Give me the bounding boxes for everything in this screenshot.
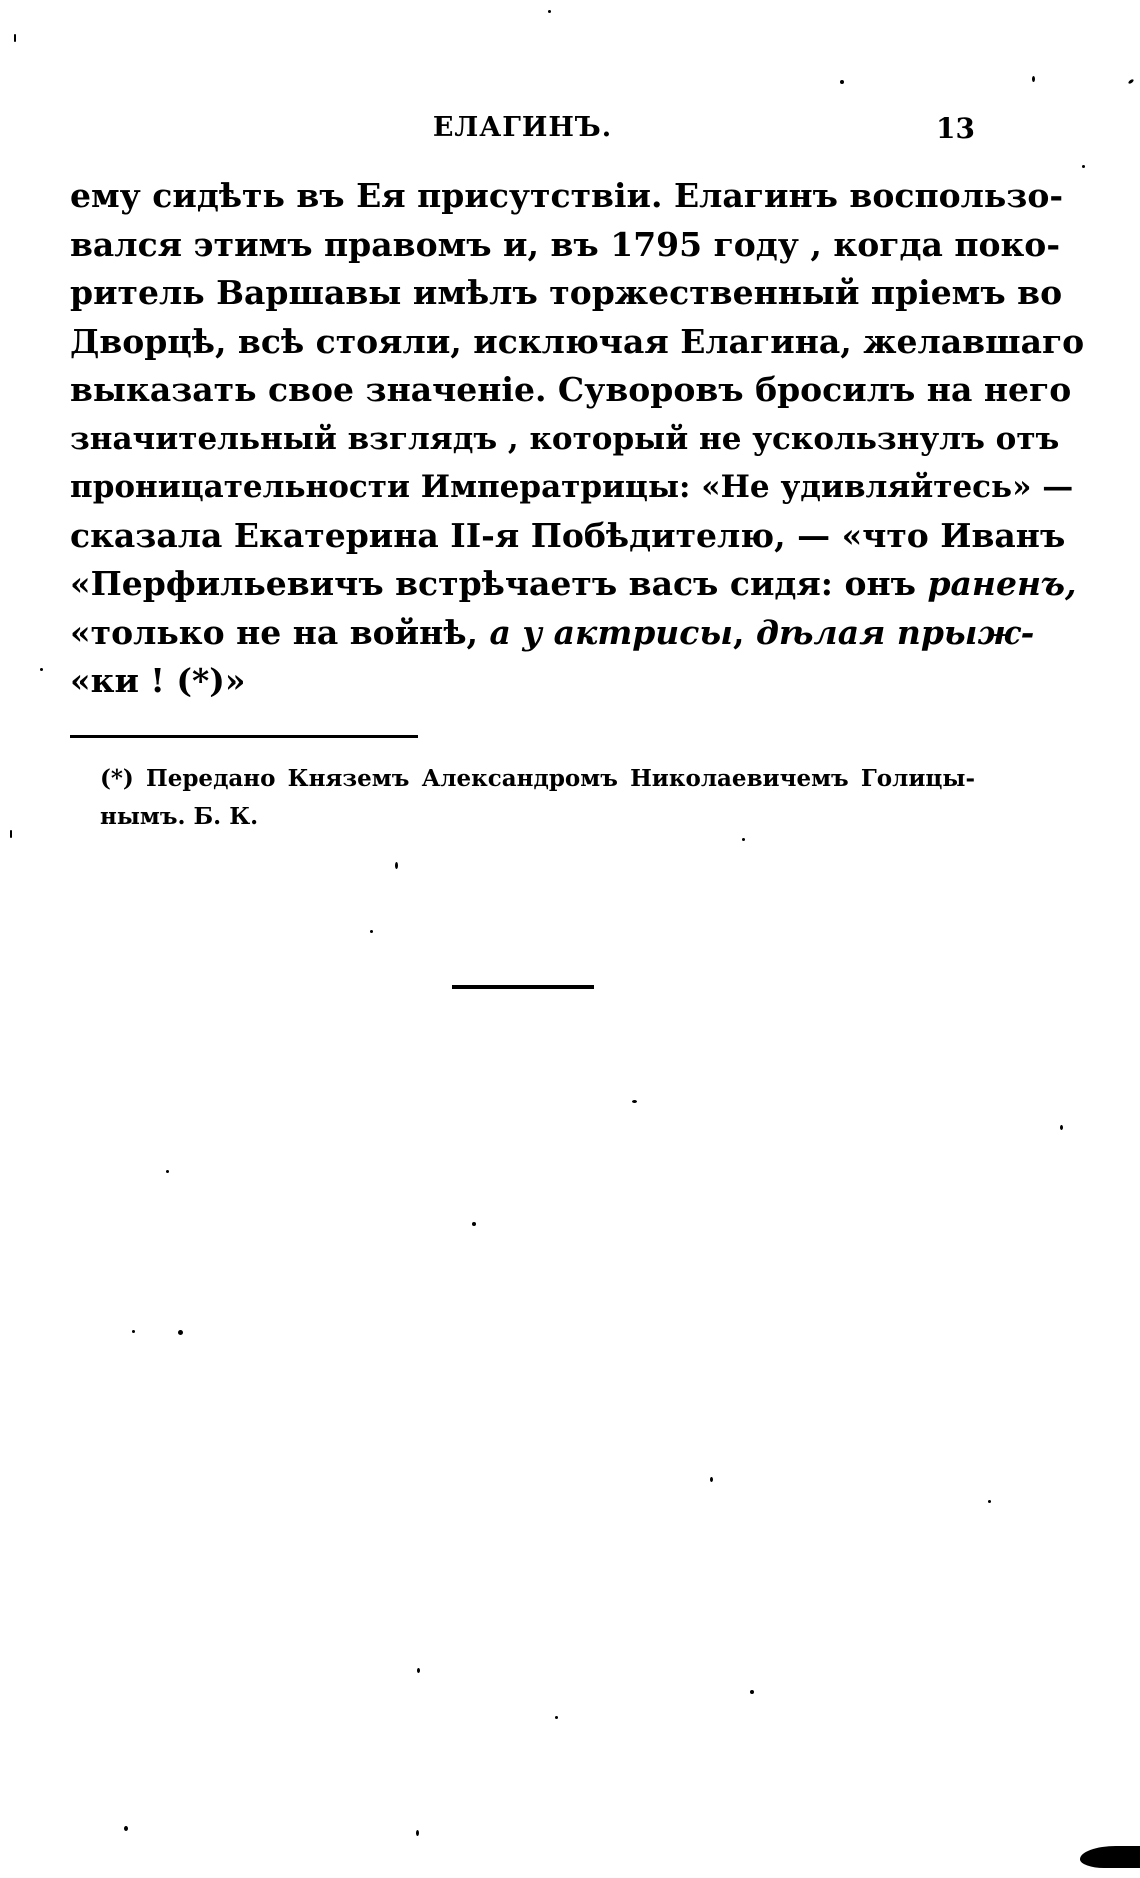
- scan-speck: [1128, 79, 1135, 85]
- body-paragraph: [70, 172, 1085, 706]
- page-number: 13: [936, 112, 975, 145]
- scan-speck: [417, 1668, 420, 1673]
- text-line-10-italic-b: дѣлая прыж-: [755, 612, 1035, 652]
- text-line-10-italic-a: а у актрисы: [489, 612, 733, 652]
- text-line-9: [70, 560, 1077, 609]
- scan-speck: [370, 930, 373, 933]
- footnote-divider: [70, 735, 418, 738]
- text-line-9-roman: «Перфильевичъ встрѣчаетъ васъ сидя: онъ: [70, 564, 928, 603]
- scan-speck: [710, 1477, 713, 1482]
- scan-speck: [40, 668, 43, 671]
- scan-speck: [1082, 165, 1085, 168]
- scan-speck: [1080, 1846, 1140, 1868]
- scan-speck: [840, 80, 844, 84]
- footnote-line-2: нымъ. Б. К.: [100, 803, 259, 830]
- text-line-10-roman: «только не на войнѣ,: [70, 612, 490, 652]
- running-header: [70, 112, 975, 152]
- scan-speck: [1060, 1125, 1063, 1130]
- scan-speck: [14, 34, 16, 42]
- text-line-4: Дворцѣ, всѣ стояли, исключая Елагина, желавшаго: [70, 321, 1085, 361]
- text-line-10-separator: ,: [732, 612, 756, 652]
- scan-speck: [750, 1690, 754, 1694]
- scan-speck: [178, 1330, 183, 1335]
- scan-speck: [472, 1222, 476, 1226]
- text-line-6: значительный взглядъ , который не ускользнулъ отъ: [70, 420, 1060, 457]
- scan-speck: [555, 1716, 558, 1719]
- running-title: ЕЛАГИНЪ.: [432, 112, 613, 143]
- footnote: [100, 760, 975, 836]
- scan-speck: [166, 1170, 169, 1173]
- text-line-2: вался этимъ правомъ и, въ 1795 году , когда поко-: [70, 224, 1061, 264]
- end-of-text-rule: [452, 985, 594, 989]
- scan-speck: [988, 1500, 991, 1503]
- scan-speck: [124, 1826, 128, 1831]
- scan-speck: [416, 1830, 419, 1836]
- text-line-11: «ки ! (*)»: [70, 661, 246, 700]
- scan-speck: [548, 10, 551, 13]
- scan-speck: [632, 1100, 637, 1103]
- text-line-1: ему сидѣть въ Ея присутствіи. Елагинъ воспользо-: [70, 176, 1064, 215]
- scan-speck: [742, 838, 745, 841]
- text-line-7: проницательности Императрицы: «Не удивляйтесь» —: [70, 469, 1074, 505]
- scan-speck: [132, 1330, 135, 1333]
- text-line-10: [70, 609, 1035, 658]
- text-line-8: сказала Екатерина II-я Побѣдителю, — «что Иванъ: [70, 515, 1066, 555]
- text-line-5: выказать свое значеніе. Суворовъ бросилъ на него: [70, 370, 1072, 409]
- text-line-3: ритель Варшавы имѣлъ торжественный пріемъ во: [70, 273, 1063, 312]
- scan-speck: [10, 830, 12, 838]
- text-line-9-italic: раненъ,: [927, 564, 1077, 603]
- scan-speck: [395, 862, 398, 869]
- scan-speck: [1032, 76, 1035, 82]
- footnote-line-1: (*) Передано Княземъ Александромъ Николаевичемъ Голицы-: [100, 765, 975, 792]
